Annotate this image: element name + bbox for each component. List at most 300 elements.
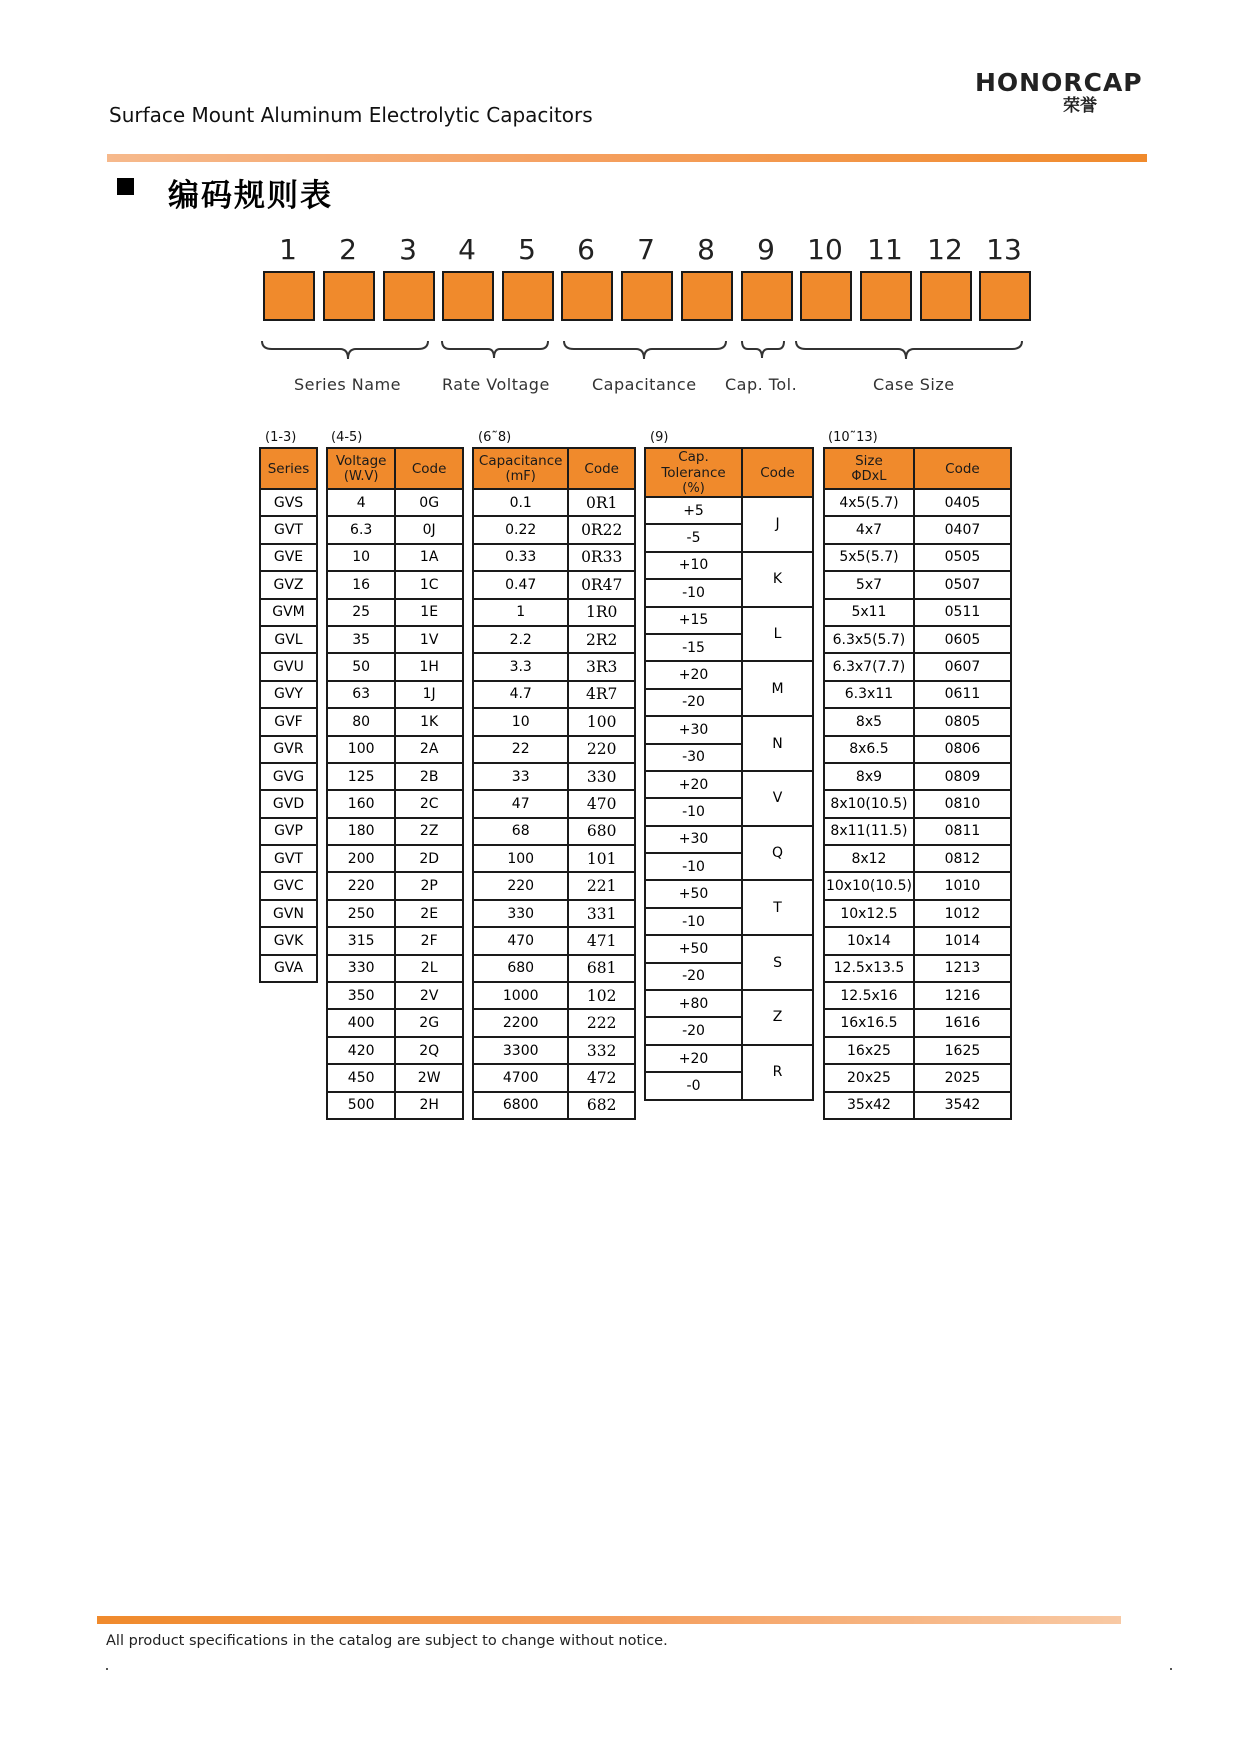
capacitance-value-cell: 3.3 (473, 653, 568, 680)
table-row (473, 626, 635, 653)
brace-rate-voltage (442, 341, 548, 358)
size-value-cell: 8x6.5 (824, 736, 914, 763)
table-row (824, 982, 1011, 1009)
tolerance-minus-cell: -5 (645, 524, 742, 551)
series-cell: GVU (260, 653, 317, 680)
series-cell: GVY (260, 681, 317, 708)
code-position-number: 11 (867, 233, 903, 266)
table-row (260, 653, 317, 680)
capacitance-code-cell: 4R7 (568, 681, 635, 708)
table-row (473, 544, 635, 571)
section-title: 编码规则表 (168, 178, 333, 214)
size-code-cell: 0611 (914, 681, 1011, 708)
group-label-case-size: Case Size (873, 375, 955, 394)
voltage-value-cell: 500 (327, 1092, 395, 1119)
voltage-value-cell: 25 (327, 599, 395, 626)
table-row (327, 571, 463, 598)
table-row (473, 872, 635, 899)
capacitance-table (472, 447, 636, 1120)
table-row (260, 681, 317, 708)
tolerance-plus-cell: +15 (645, 607, 742, 634)
voltage-code-cell: 0G (395, 489, 463, 516)
group-label-capacitance: Capacitance (592, 375, 697, 394)
table-row (824, 516, 1011, 543)
tolerance-plus-cell: +80 (645, 990, 742, 1017)
table-row (327, 900, 463, 927)
capacitance-value-cell: 680 (473, 955, 568, 982)
table-row (327, 927, 463, 954)
code-position-number: 12 (927, 233, 963, 266)
size-value-cell: 10x12.5 (824, 900, 914, 927)
table-row (473, 982, 635, 1009)
series-cell: GVZ (260, 571, 317, 598)
capacitance-code-cell: 330 (568, 763, 635, 790)
voltage-code-cell: 1C (395, 571, 463, 598)
voltage-value-cell: 330 (327, 955, 395, 982)
size-table (823, 447, 1012, 1120)
size-code-cell: 0405 (914, 489, 1011, 516)
table-row (824, 1009, 1011, 1036)
tolerance-plus-cell: +20 (645, 771, 742, 798)
tolerance-plus-cell: +10 (645, 552, 742, 579)
group-label-rate-voltage: Rate Voltage (442, 375, 550, 394)
voltage-value-cell: 4 (327, 489, 395, 516)
size-code-cell: 0806 (914, 736, 1011, 763)
tolerance-minus-cell: -20 (645, 689, 742, 716)
size-code-cell: 0607 (914, 653, 1011, 680)
table-row (645, 1045, 813, 1072)
tolerance-code-cell: L (742, 607, 813, 662)
table-row (824, 818, 1011, 845)
table-row (260, 955, 317, 982)
voltage-code-cell: 2D (395, 845, 463, 872)
size-value-cell: 4x5(5.7) (824, 489, 914, 516)
voltage-value-cell: 250 (327, 900, 395, 927)
capacitance-value-cell: 47 (473, 790, 568, 817)
size-value-cell: 12.5x16 (824, 982, 914, 1009)
series-cell: GVA (260, 955, 317, 982)
series-cell: GVF (260, 708, 317, 735)
voltage-code-cell: 2P (395, 872, 463, 899)
voltage-code-cell: 1H (395, 653, 463, 680)
table-row (473, 927, 635, 954)
table-row (327, 818, 463, 845)
capacitance-code-cell: 0R1 (568, 489, 635, 516)
capacitance-value-cell: 470 (473, 927, 568, 954)
table-row (645, 990, 813, 1017)
size-code-cell: 0811 (914, 818, 1011, 845)
tolerance-plus-cell: +5 (645, 497, 742, 524)
table-row (473, 681, 635, 708)
footer-note: All product specifications in the catalog are subject to change without notice. (106, 1633, 668, 1649)
capacitance-code-header: Code (568, 448, 635, 489)
tolerance-header: Cap. Tolerance (%) (645, 448, 742, 497)
table-row (327, 708, 463, 735)
size-code-cell: 1216 (914, 982, 1011, 1009)
size-value-cell: 6.3x5(5.7) (824, 626, 914, 653)
voltage-code-cell: 1K (395, 708, 463, 735)
series-cell: GVK (260, 927, 317, 954)
voltage-code-cell: 1E (395, 599, 463, 626)
capacitance-code-cell: 221 (568, 872, 635, 899)
document-title: Surface Mount Aluminum Electrolytic Capacitors (109, 103, 593, 127)
table-row (260, 790, 317, 817)
table-row (824, 872, 1011, 899)
voltage-value-cell: 200 (327, 845, 395, 872)
voltage-code-cell: 2Q (395, 1037, 463, 1064)
code-position-number: 1 (279, 233, 297, 266)
capacitance-code-cell: 681 (568, 955, 635, 982)
capacitance-code-cell: 100 (568, 708, 635, 735)
series-cell: GVE (260, 544, 317, 571)
capacitance-value-cell: 4.7 (473, 681, 568, 708)
table-row (824, 1037, 1011, 1064)
voltage-value-cell: 220 (327, 872, 395, 899)
table-row (327, 736, 463, 763)
table-row (327, 599, 463, 626)
table-row (473, 1064, 635, 1091)
voltage-code-cell: 2C (395, 790, 463, 817)
series-cell: GVM (260, 599, 317, 626)
voltage-value-cell: 35 (327, 626, 395, 653)
table-row (473, 571, 635, 598)
size-code-cell: 0810 (914, 790, 1011, 817)
voltage-value-cell: 63 (327, 681, 395, 708)
capacitance-code-cell: 2R2 (568, 626, 635, 653)
series-cell: GVL (260, 626, 317, 653)
table-row (260, 900, 317, 927)
table-row (327, 790, 463, 817)
voltage-code-cell: 0J (395, 516, 463, 543)
brace-capacitance (564, 341, 726, 359)
table-row (824, 1064, 1011, 1091)
tolerance-code-cell: N (742, 716, 813, 771)
size-value-cell: 5x7 (824, 571, 914, 598)
table-row (260, 626, 317, 653)
capacitance-code-cell: 472 (568, 1064, 635, 1091)
series-cell: GVP (260, 818, 317, 845)
brace-case-size (796, 341, 1022, 359)
size-value-cell: 8x11(11.5) (824, 818, 914, 845)
capacitance-value-cell: 0.1 (473, 489, 568, 516)
capacitance-value-cell: 22 (473, 736, 568, 763)
table-row (824, 790, 1011, 817)
voltage-code-cell: 2B (395, 763, 463, 790)
group-label-cap-tol: Cap. Tol. (725, 375, 798, 394)
table-row (645, 552, 813, 579)
size-value-cell: 5x5(5.7) (824, 544, 914, 571)
code-position-number: 6 (577, 233, 595, 266)
size-value-cell: 8x12 (824, 845, 914, 872)
size-value-cell: 4x7 (824, 516, 914, 543)
range-label-capacitance: (6˜8) (478, 430, 512, 445)
capacitance-code-cell: 101 (568, 845, 635, 872)
table-row (824, 763, 1011, 790)
size-value-cell: 5x11 (824, 599, 914, 626)
capacitance-value-cell: 0.47 (473, 571, 568, 598)
size-code-cell: 0805 (914, 708, 1011, 735)
tolerance-plus-cell: +20 (645, 1045, 742, 1072)
table-row (327, 544, 463, 571)
voltage-code-cell: 1A (395, 544, 463, 571)
size-value-cell: 16x25 (824, 1037, 914, 1064)
size-code-cell: 0809 (914, 763, 1011, 790)
code-position-number: 7 (637, 233, 655, 266)
table-row (645, 497, 813, 524)
group-braces (0, 0, 1240, 400)
table-row (824, 736, 1011, 763)
size-code-cell: 1014 (914, 927, 1011, 954)
capacitance-code-cell: 682 (568, 1092, 635, 1119)
size-header: Size ΦDxL (824, 448, 914, 489)
capacitance-value-cell: 68 (473, 818, 568, 845)
table-row (473, 736, 635, 763)
size-code-cell: 0511 (914, 599, 1011, 626)
table-row (327, 516, 463, 543)
table-row (824, 599, 1011, 626)
size-code-cell: 1213 (914, 955, 1011, 982)
size-value-cell: 16x16.5 (824, 1009, 914, 1036)
series-table (259, 447, 318, 983)
tolerance-code-header: Code (742, 448, 813, 497)
capacitance-code-cell: 3R3 (568, 653, 635, 680)
size-code-cell: 3542 (914, 1092, 1011, 1119)
tolerance-minus-cell: -10 (645, 853, 742, 880)
voltage-code-cell: 2G (395, 1009, 463, 1036)
table-row (260, 763, 317, 790)
voltage-code-cell: 2V (395, 982, 463, 1009)
footer-dot-left (106, 1668, 108, 1670)
size-value-cell: 6.3x11 (824, 681, 914, 708)
voltage-code-cell: 2A (395, 736, 463, 763)
series-header: Series (260, 448, 317, 489)
table-row (824, 1092, 1011, 1119)
series-cell: GVT (260, 845, 317, 872)
table-row (824, 653, 1011, 680)
capacitance-value-cell: 220 (473, 872, 568, 899)
size-code-cell: 0605 (914, 626, 1011, 653)
tolerance-table (644, 447, 814, 1101)
table-row (327, 1064, 463, 1091)
table-row (473, 708, 635, 735)
size-value-cell: 8x9 (824, 763, 914, 790)
series-cell: GVC (260, 872, 317, 899)
voltage-value-cell: 100 (327, 736, 395, 763)
table-row (473, 653, 635, 680)
table-row (473, 900, 635, 927)
capacitance-code-cell: 102 (568, 982, 635, 1009)
voltage-code-header: Code (395, 448, 463, 489)
code-position-number: 4 (458, 233, 476, 266)
capacitance-code-cell: 0R22 (568, 516, 635, 543)
table-row (473, 845, 635, 872)
table-row (645, 880, 813, 907)
tolerance-minus-cell: -15 (645, 634, 742, 661)
table-row (260, 516, 317, 543)
capacitance-value-cell: 4700 (473, 1064, 568, 1091)
tolerance-minus-cell: -20 (645, 963, 742, 990)
size-code-cell: 1010 (914, 872, 1011, 899)
range-label-tolerance: (9) (650, 430, 669, 445)
voltage-code-cell: 2L (395, 955, 463, 982)
table-row (260, 845, 317, 872)
group-label-series-name: Series Name (294, 375, 401, 394)
table-row (824, 900, 1011, 927)
voltage-value-cell: 350 (327, 982, 395, 1009)
series-cell: GVG (260, 763, 317, 790)
code-position-number: 3 (399, 233, 417, 266)
capacitance-code-cell: 222 (568, 1009, 635, 1036)
voltage-value-cell: 450 (327, 1064, 395, 1091)
series-cell: GVD (260, 790, 317, 817)
table-row (824, 681, 1011, 708)
capacitance-code-cell: 1R0 (568, 599, 635, 626)
table-row (824, 845, 1011, 872)
range-label-voltage: (4-5) (331, 430, 363, 445)
series-cell: GVT (260, 516, 317, 543)
code-position-number: 5 (518, 233, 536, 266)
capacitance-value-cell: 6800 (473, 1092, 568, 1119)
voltage-value-cell: 400 (327, 1009, 395, 1036)
table-row (260, 571, 317, 598)
voltage-value-cell: 420 (327, 1037, 395, 1064)
tolerance-code-cell: Q (742, 826, 813, 881)
table-row (645, 607, 813, 634)
capacitance-code-cell: 0R33 (568, 544, 635, 571)
code-position-number: 9 (757, 233, 775, 266)
table-row (327, 763, 463, 790)
footer-dot-right (1170, 1668, 1172, 1670)
capacitance-code-cell: 0R47 (568, 571, 635, 598)
capacitance-code-cell: 220 (568, 736, 635, 763)
capacitance-value-cell: 0.33 (473, 544, 568, 571)
table-row (327, 872, 463, 899)
table-row (824, 927, 1011, 954)
voltage-value-cell: 80 (327, 708, 395, 735)
capacitance-code-cell: 332 (568, 1037, 635, 1064)
size-code-cell: 0407 (914, 516, 1011, 543)
voltage-value-cell: 160 (327, 790, 395, 817)
table-row (645, 771, 813, 798)
table-row (824, 571, 1011, 598)
table-row (260, 872, 317, 899)
tolerance-plus-cell: +50 (645, 880, 742, 907)
capacitance-value-cell: 1 (473, 599, 568, 626)
size-value-cell: 8x5 (824, 708, 914, 735)
table-row (473, 763, 635, 790)
tolerance-code-cell: J (742, 497, 813, 552)
capacitance-value-cell: 10 (473, 708, 568, 735)
table-row (327, 681, 463, 708)
tolerance-code-cell: S (742, 935, 813, 990)
size-code-cell: 2025 (914, 1064, 1011, 1091)
voltage-value-cell: 10 (327, 544, 395, 571)
tolerance-plus-cell: +30 (645, 826, 742, 853)
table-row (327, 489, 463, 516)
table-row (473, 516, 635, 543)
tolerance-minus-cell: -10 (645, 798, 742, 825)
tolerance-code-cell: V (742, 771, 813, 826)
table-row (645, 661, 813, 688)
range-label-size: (10˜13) (828, 430, 878, 445)
tolerance-plus-cell: +30 (645, 716, 742, 743)
tolerance-minus-cell: -10 (645, 908, 742, 935)
table-row (473, 790, 635, 817)
table-row (824, 489, 1011, 516)
voltage-value-cell: 16 (327, 571, 395, 598)
brand-name: HONORCAP (975, 68, 1143, 97)
voltage-table (326, 447, 464, 1120)
code-position-number: 13 (986, 233, 1022, 266)
table-row (824, 626, 1011, 653)
voltage-value-cell: 6.3 (327, 516, 395, 543)
capacitance-value-cell: 2.2 (473, 626, 568, 653)
table-row (327, 653, 463, 680)
size-code-cell: 1625 (914, 1037, 1011, 1064)
table-row (473, 1037, 635, 1064)
voltage-code-cell: 2W (395, 1064, 463, 1091)
voltage-value-cell: 315 (327, 927, 395, 954)
capacitance-value-cell: 100 (473, 845, 568, 872)
table-row (645, 826, 813, 853)
code-position-number: 2 (339, 233, 357, 266)
table-row (473, 489, 635, 516)
series-cell: GVN (260, 900, 317, 927)
table-row (473, 599, 635, 626)
size-code-cell: 0505 (914, 544, 1011, 571)
table-row (327, 1037, 463, 1064)
series-cell: GVR (260, 736, 317, 763)
size-value-cell: 12.5x13.5 (824, 955, 914, 982)
tolerance-minus-cell: -0 (645, 1072, 742, 1099)
capacitance-header: Capacitance (mF) (473, 448, 568, 489)
table-row (824, 955, 1011, 982)
capacitance-code-cell: 331 (568, 900, 635, 927)
table-row (824, 544, 1011, 571)
table-row (824, 708, 1011, 735)
voltage-code-cell: 2F (395, 927, 463, 954)
size-code-cell: 1616 (914, 1009, 1011, 1036)
tolerance-code-cell: M (742, 661, 813, 716)
size-value-cell: 8x10(10.5) (824, 790, 914, 817)
voltage-code-cell: 2Z (395, 818, 463, 845)
table-row (473, 955, 635, 982)
size-code-cell: 0812 (914, 845, 1011, 872)
voltage-value-cell: 180 (327, 818, 395, 845)
size-code-cell: 1012 (914, 900, 1011, 927)
table-row (327, 955, 463, 982)
table-row (260, 489, 317, 516)
capacitance-value-cell: 2200 (473, 1009, 568, 1036)
voltage-code-cell: 2E (395, 900, 463, 927)
capacitance-value-cell: 330 (473, 900, 568, 927)
voltage-header: Voltage (W.V) (327, 448, 395, 489)
table-row (327, 845, 463, 872)
tolerance-code-cell: R (742, 1045, 813, 1100)
series-cell: GVS (260, 489, 317, 516)
tolerance-code-cell: K (742, 552, 813, 607)
brace-cap-tol (742, 341, 784, 358)
table-row (327, 626, 463, 653)
table-row (260, 544, 317, 571)
tolerance-minus-cell: -10 (645, 579, 742, 606)
capacitance-value-cell: 1000 (473, 982, 568, 1009)
table-row (327, 1092, 463, 1119)
table-row (260, 927, 317, 954)
size-code-header: Code (914, 448, 1011, 489)
tolerance-code-cell: Z (742, 990, 813, 1045)
tolerance-plus-cell: +20 (645, 661, 742, 688)
